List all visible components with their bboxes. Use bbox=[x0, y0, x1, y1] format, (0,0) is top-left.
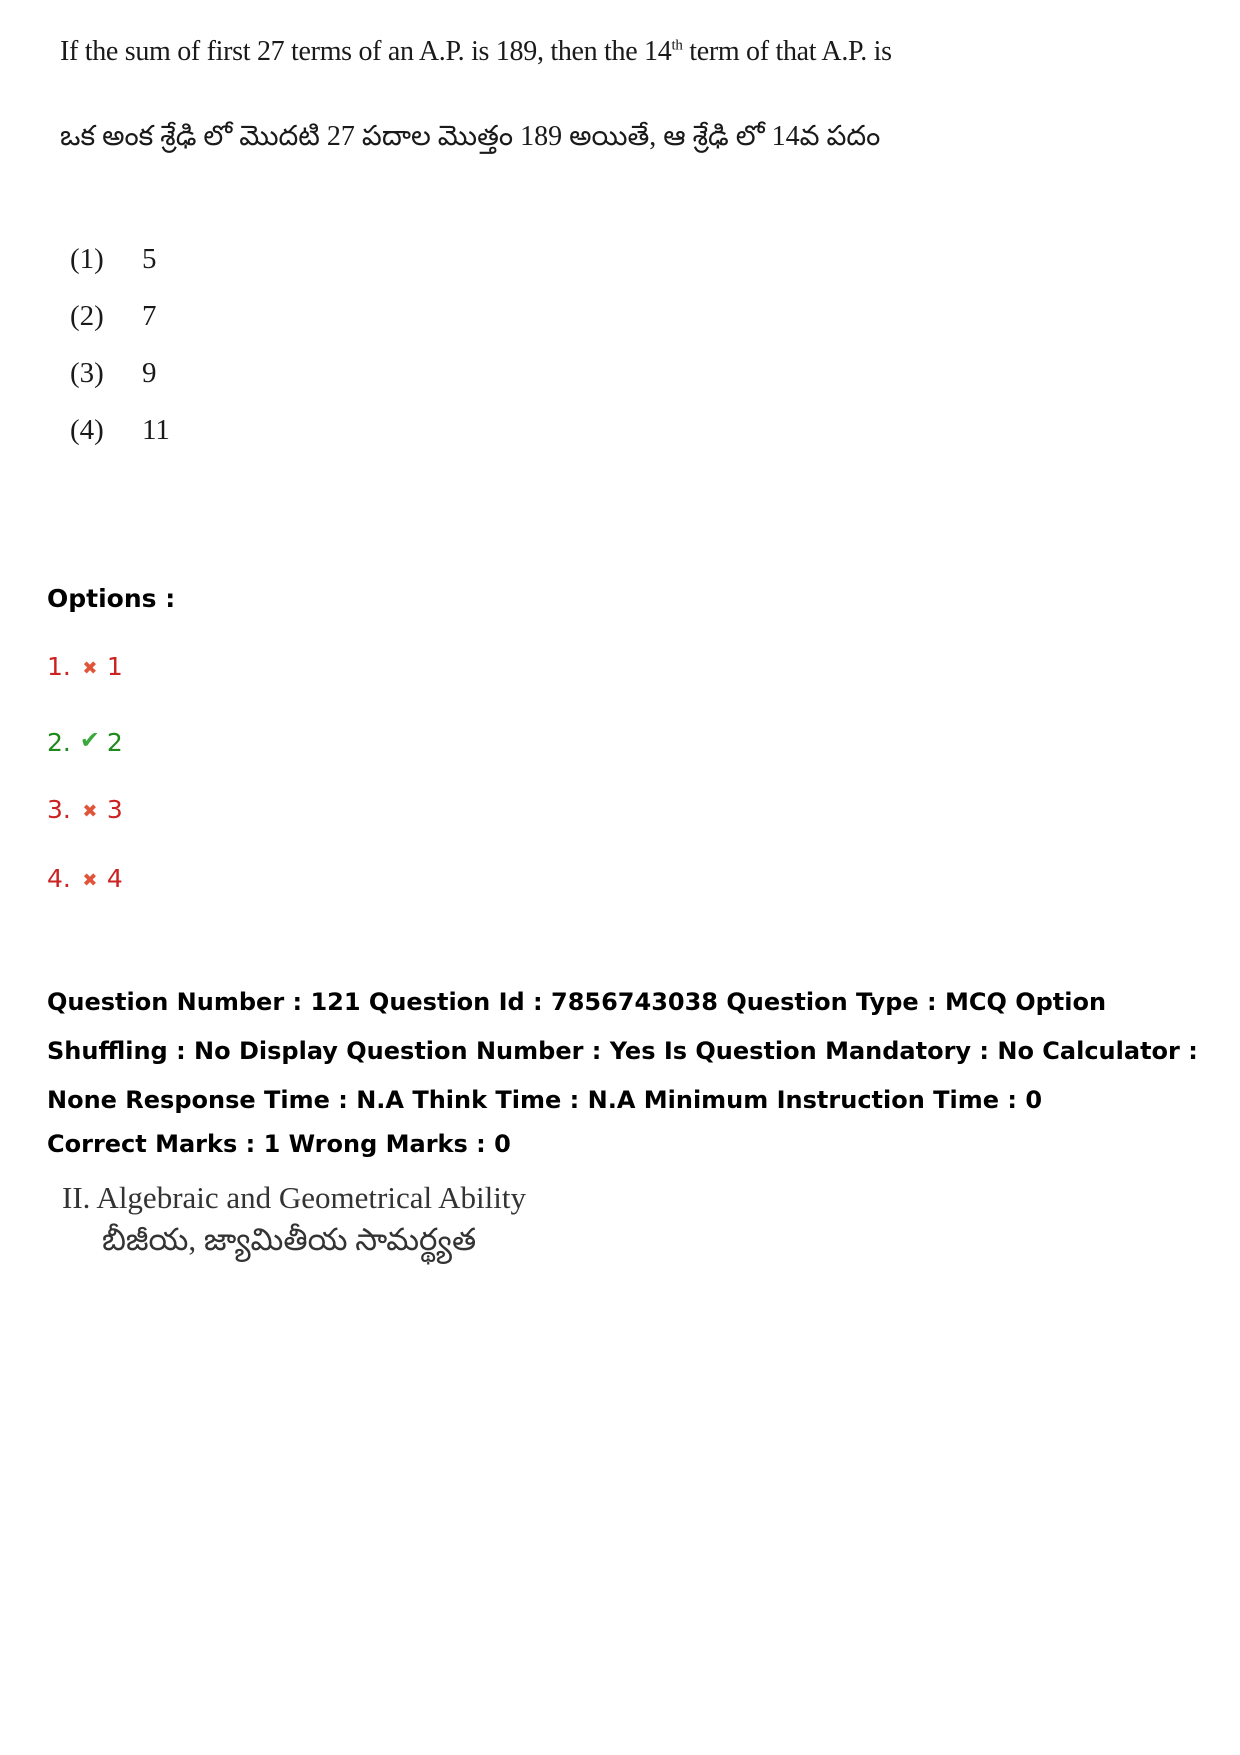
cross-icon: ✖ bbox=[82, 658, 98, 679]
option-label: 1 bbox=[106, 652, 123, 681]
question-metadata: Question Number : 121 Question Id : 7856743038 Question Type : MCQ Option Shuffling : No Display Question Number : Yes Is Question Mandatory : No Calculator : None Response Time : N.A Think Time : N.A Minimum Instruction Time : 0 bbox=[47, 988, 1198, 1114]
checkmark-icon: ✔ bbox=[79, 726, 100, 754]
option-index: 3. bbox=[47, 795, 71, 824]
choice-value: 9 bbox=[142, 357, 157, 389]
section-title-english: II. Algebraic and Geometrical Ability bbox=[62, 1180, 526, 1215]
option-label: 4 bbox=[106, 864, 123, 893]
question-choice bbox=[70, 300, 157, 333]
marks-info: Correct Marks : 1 Wrong Marks : 0 bbox=[47, 1130, 511, 1158]
option-index: 4. bbox=[47, 864, 71, 893]
cross-icon: ✖ bbox=[82, 801, 98, 822]
question-text-part: If the sum of first 27 terms of an A.P. is 189, then the 14 bbox=[60, 36, 672, 67]
question-text-part: term of that A.P. is bbox=[682, 36, 892, 67]
choice-value: 5 bbox=[142, 243, 157, 275]
question-choice bbox=[70, 243, 157, 276]
cross-icon: ✖ bbox=[82, 870, 98, 891]
answer-option bbox=[47, 726, 123, 757]
choice-value: 11 bbox=[142, 414, 170, 446]
option-index: 2. bbox=[47, 728, 71, 757]
answer-option bbox=[47, 864, 123, 893]
question-choice bbox=[70, 357, 157, 390]
question-text-english bbox=[60, 36, 892, 68]
option-label: 3 bbox=[106, 795, 123, 824]
section-title-telugu: బీజీయ, జ్యామితీయ సామర్థ్యత bbox=[102, 1222, 477, 1257]
answer-option bbox=[47, 652, 123, 681]
option-index: 1. bbox=[47, 652, 71, 681]
choice-number: (1) bbox=[70, 243, 104, 275]
ordinal-superscript: th bbox=[671, 37, 683, 54]
answer-option bbox=[47, 795, 123, 824]
choice-number: (4) bbox=[70, 414, 104, 446]
options-heading: Options : bbox=[47, 584, 176, 613]
question-choice bbox=[70, 414, 170, 447]
question-text-telugu: ఒక అంక శ్రేఢి లో మొదటి 27 పదాల మొత్తం 189 అయితే, ఆ శ్రేఢి లో 14వ పదం bbox=[60, 121, 881, 152]
option-label: 2 bbox=[106, 728, 123, 757]
choice-number: (3) bbox=[70, 357, 104, 389]
choice-value: 7 bbox=[142, 300, 157, 332]
choice-number: (2) bbox=[70, 300, 104, 332]
